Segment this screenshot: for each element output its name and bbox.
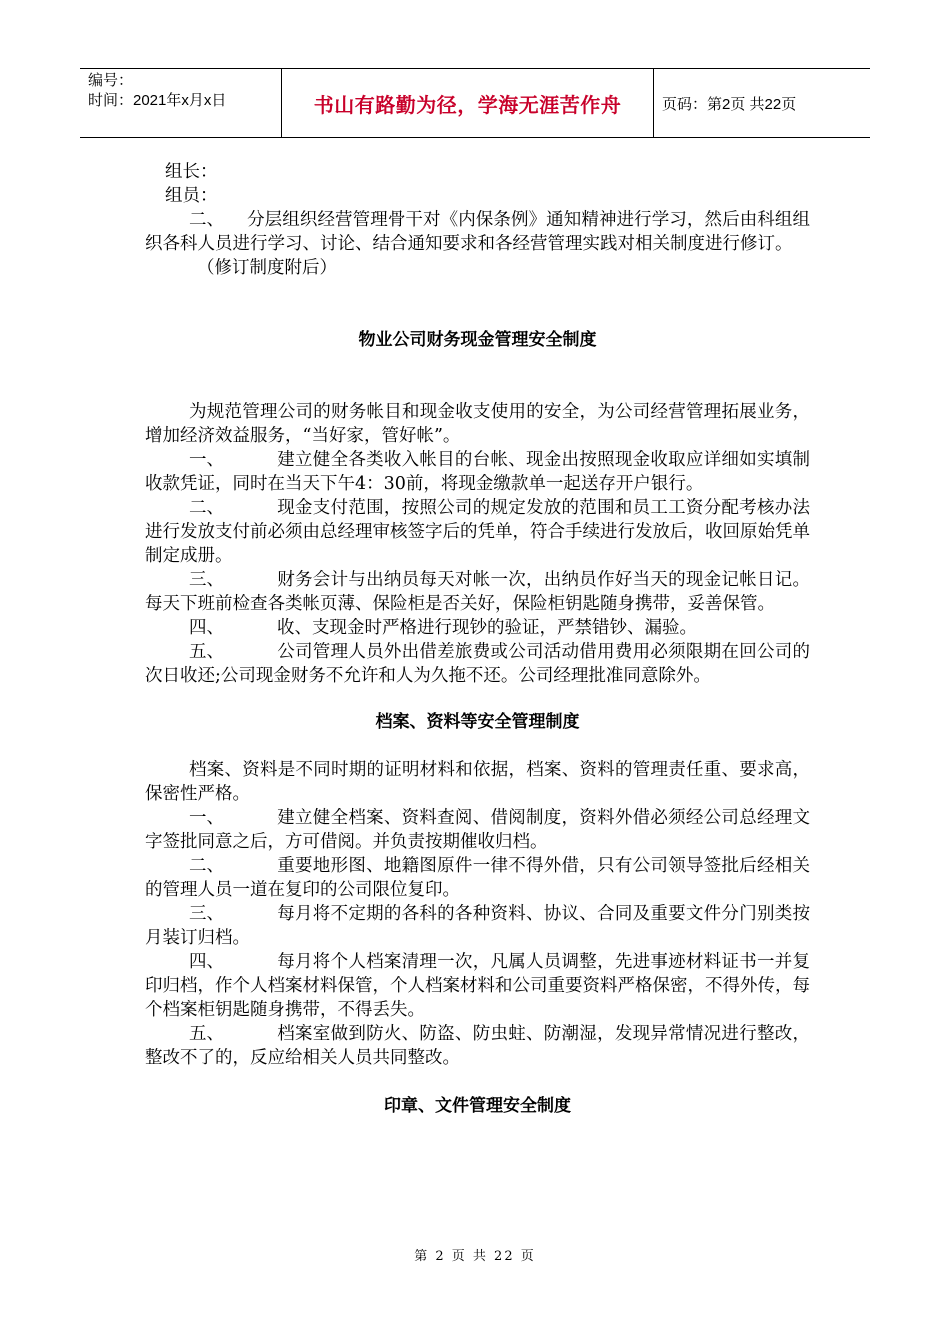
section1-lead: 为规范管理公司的财务帐目和现金收支使用的安全，为公司经营管理拓展业务，增加经济效益服务，“当好家，管好帐”。 [145, 402, 810, 446]
section1-item-num: 五、 [189, 642, 224, 662]
section2-item-text: 每月将不定期的各科的各种资料、协议、合同及重要文件分门别类按月装订归档。 [145, 904, 810, 948]
section1-item-num: 四、 [189, 618, 224, 638]
section1-item-text: 建立健全各类收入帐目的台帐、现金出按照现金收取应详细如实填制收款凭证，同时在当天下午4：30前，将现金缴款单一起送存开户银行。 [145, 450, 810, 494]
section1-item-text: 现金支付范围，按照公司的规定发放的范围和员工工资分配考核办法进行发放支付前必须由总经理审核签字后的凭单，符合手续进行发放后，收回原始凭单制定成册。 [145, 498, 810, 566]
section1-item [145, 640, 810, 688]
header-meta [80, 69, 282, 137]
motto: 书山有路勤为径，学海无涯苦作舟 [313, 92, 622, 117]
page-header [80, 68, 870, 138]
section2-title: 档案、资料等安全管理制度 [375, 712, 580, 732]
section1-item-text: 公司管理人员外出借差旅费或公司活动借用费用必须限期在回公司的次日收还;公司现金财务不允许和人为久拖不还。公司经理批准同意除外。 [145, 642, 810, 686]
section2-item [145, 1022, 810, 1070]
section2-item-text: 档案室做到防火、防盗、防虫蛀、防潮湿，发现异常情况进行整改，整改不了的，反应给相关人员共同整改。 [145, 1024, 810, 1068]
section2-item [145, 902, 810, 950]
revision-note: （修订制度附后） [197, 258, 337, 278]
section2-lead: 档案、资料是不同时期的证明材料和依据，档案、资料的管理责任重、要求高，保密性严格。 [145, 760, 810, 804]
intro-item-2-num: 二、 [189, 210, 224, 230]
section1-title: 物业公司财务现金管理安全制度 [358, 330, 597, 350]
intro-item-2-text: 分层组织经营管理骨干对《内保条例》通知精神进行学习，然后由科组组织各科人员进行学习、讨论、结合通知要求和各经营管理实践对相关制度进行修订。 [145, 210, 810, 254]
section2-item-num: 二、 [189, 856, 224, 876]
section2-item [145, 854, 810, 902]
document-body [145, 160, 810, 1118]
number-label: 编号： [88, 72, 134, 89]
section2-item-text: 每月将个人档案清理一次，凡属人员调整，先进事迹材料证书一并复印归档，作个人档案材料保管，个人档案材料和公司重要资料严格保密，不得外传，每个档案柜钥匙随身携带，不得丢失。 [145, 952, 810, 1020]
leader-line: 组长： [165, 162, 218, 182]
section2-item-num: 三、 [189, 904, 224, 924]
section2-item [145, 950, 810, 1022]
date-label: 时间：2021年x月x日 [88, 92, 227, 109]
section2-item-num: 五、 [189, 1024, 224, 1044]
section2-item-text: 建立健全档案、资料查阅、借阅制度，资料外借必须经公司总经理文字签批同意之后，方可借阅。并负责按期催收归档。 [145, 808, 810, 852]
section1-item-num: 二、 [189, 498, 224, 518]
page-footer: 第 2 页 共 22 页 [414, 1249, 536, 1264]
section2-item-text: 重要地形图、地籍图原件一律不得外借，只有公司领导签批后经相关的管理人员一道在复印的公司限位复印。 [145, 856, 810, 900]
section1-item [145, 496, 810, 568]
section2-item-num: 四、 [189, 952, 224, 972]
intro-item-2 [145, 208, 810, 256]
section2-item-num: 一、 [189, 808, 224, 828]
header-motto-cell [282, 69, 654, 137]
header-page-info: 页码：第2页 共22页 [662, 95, 797, 113]
section1-item [145, 448, 810, 496]
section1-item [145, 616, 810, 640]
section1-item-num: 一、 [189, 450, 224, 470]
section2-item [145, 806, 810, 854]
section3-title: 印章、文件管理安全制度 [384, 1096, 571, 1116]
section1-item [145, 568, 810, 616]
members-line: 组员： [165, 186, 218, 206]
section1-item-num: 三、 [189, 570, 224, 590]
section1-item-text: 财务会计与出纳员每天对帐一次，出纳员作好当天的现金记帐日记。每天下班前检查各类帐页薄、保险柜是否关好，保险柜钥匙随身携带，妥善保管。 [145, 570, 810, 614]
section1-item-text: 收、支现金时严格进行现钞的验证，严禁错钞、漏验。 [277, 618, 697, 638]
